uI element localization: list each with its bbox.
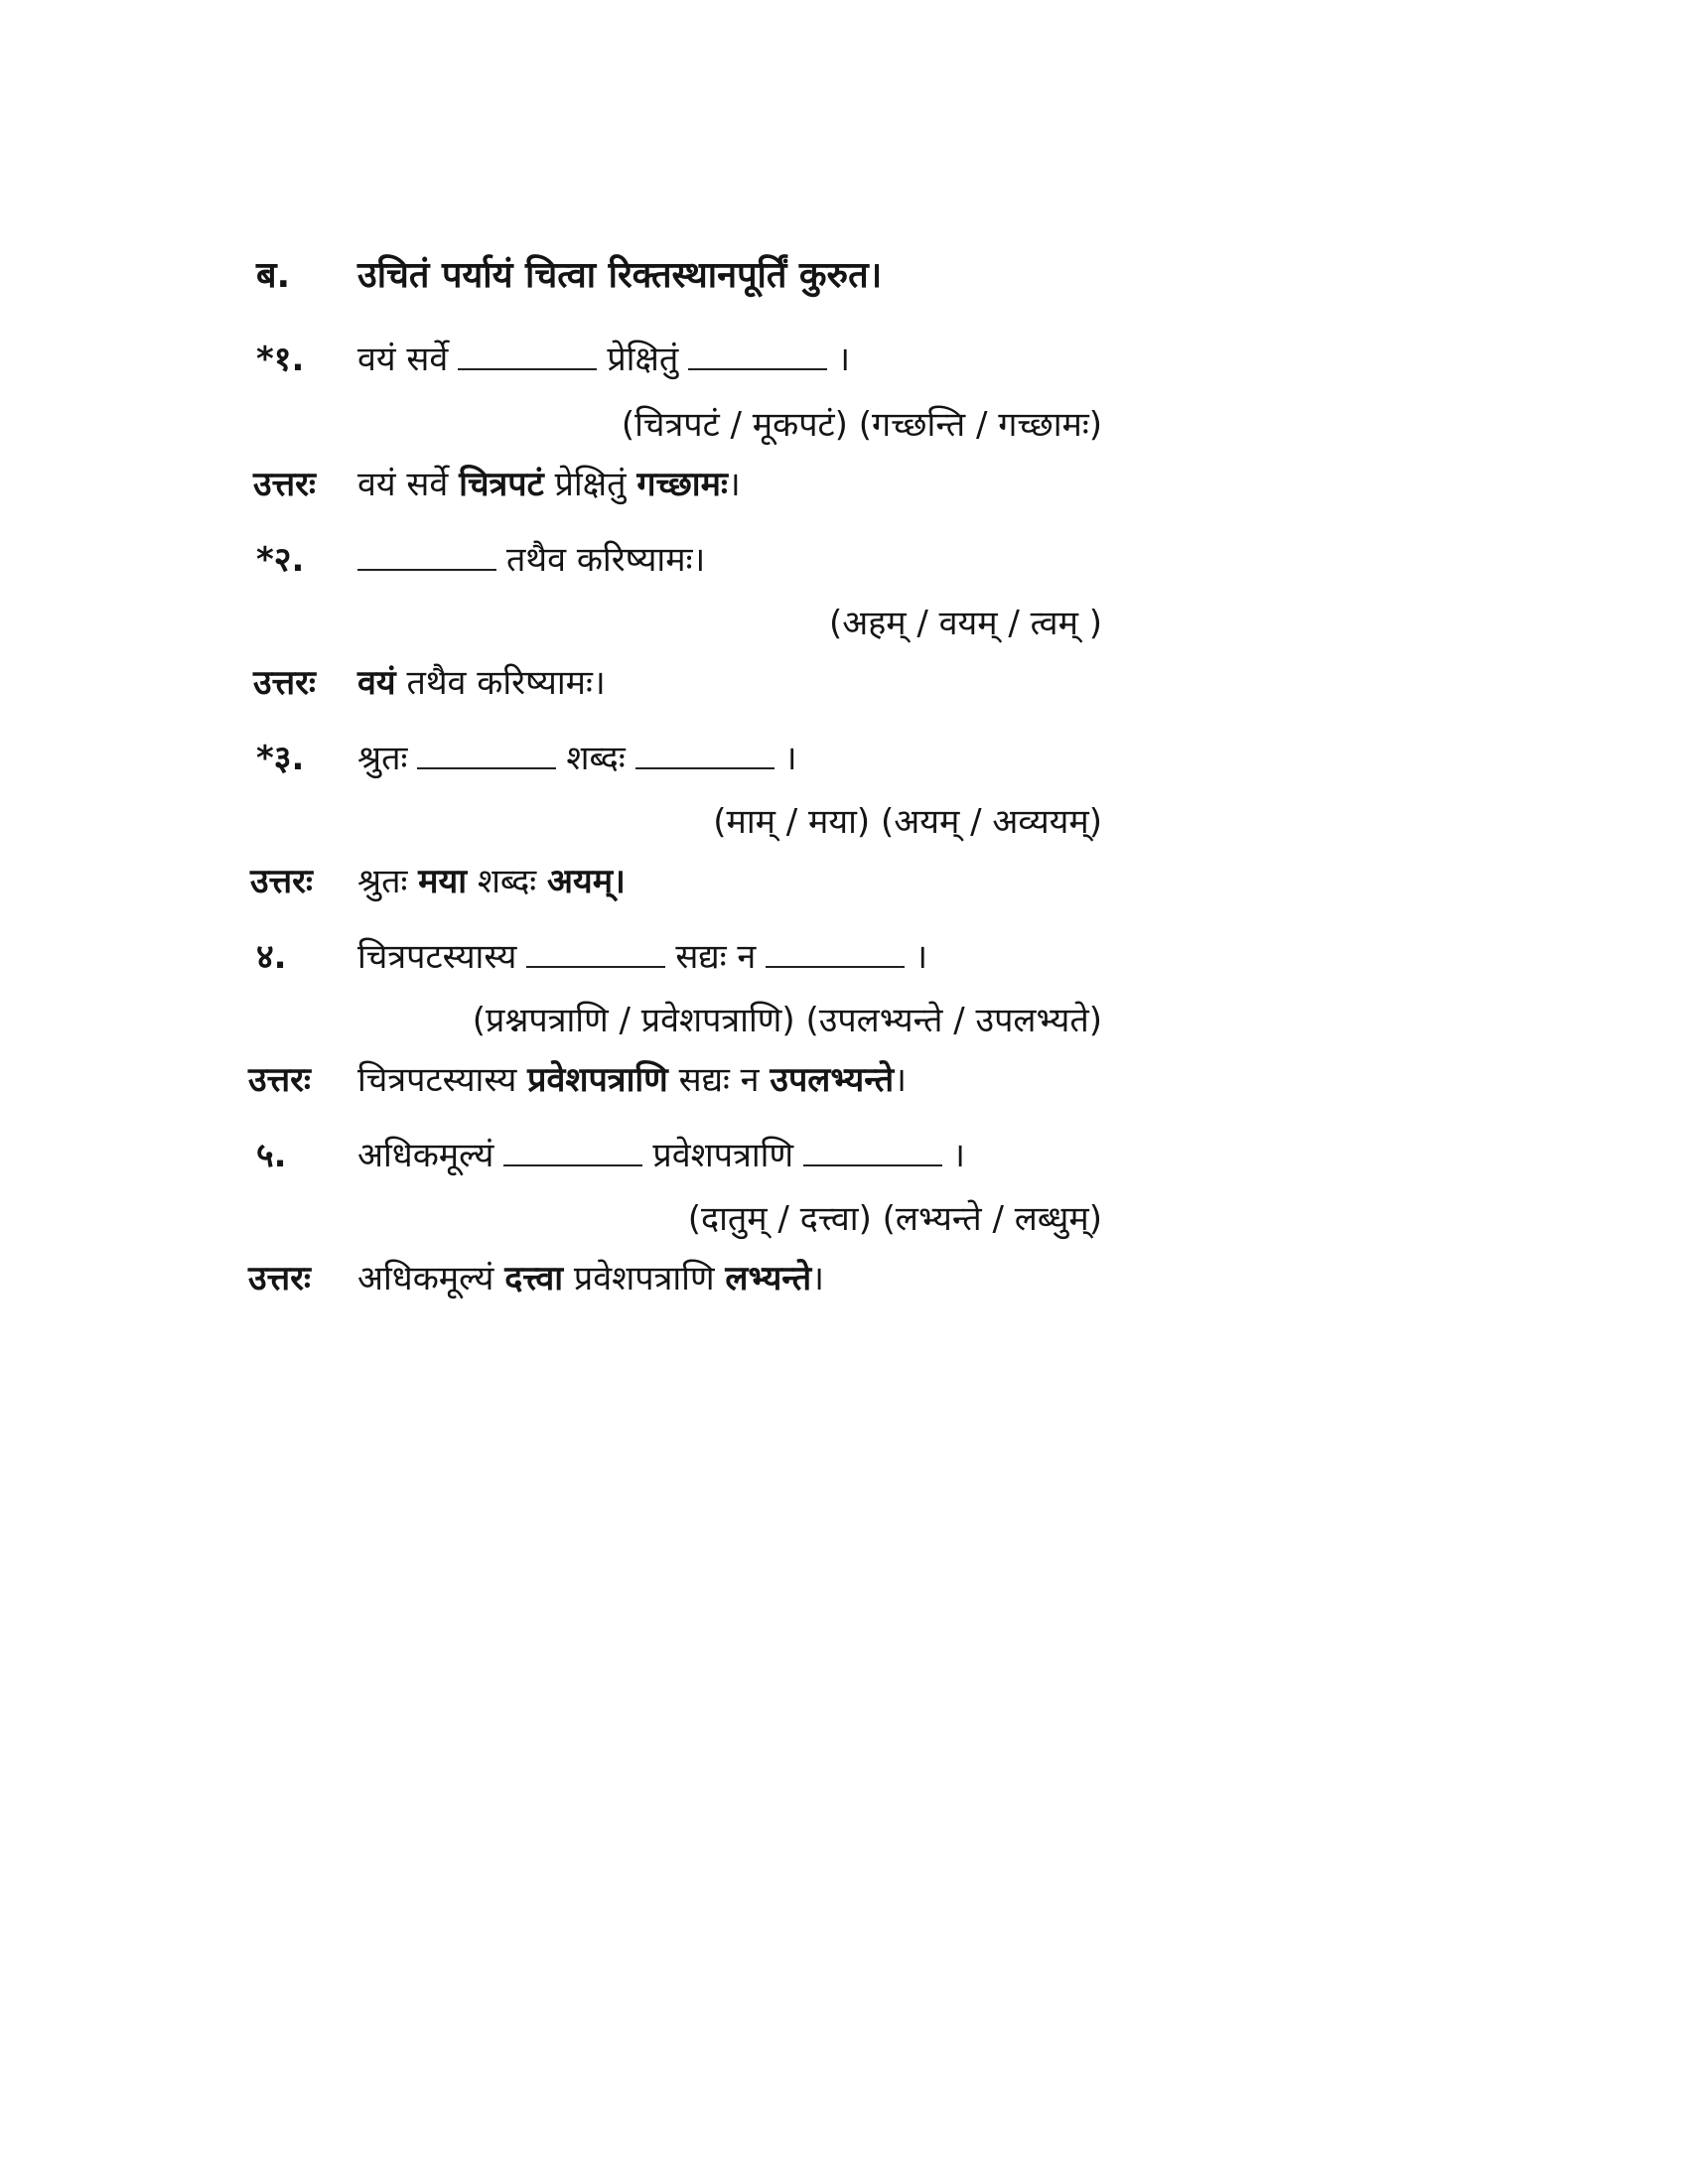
fill-blank — [503, 1135, 642, 1166]
answer-text — [357, 463, 741, 506]
question-text — [357, 338, 850, 381]
answer-highlight: गच्छामः — [636, 465, 728, 504]
answer-text — [357, 661, 606, 705]
answer-part: चित्रपटस्यास्य — [357, 1060, 517, 1100]
question-number: *१. — [256, 340, 305, 379]
answer-highlight: मया — [418, 862, 467, 901]
question-text-part: श्रुतः — [357, 739, 408, 778]
question-text-part: शब्दः — [566, 739, 626, 778]
options-text: (प्रश्नपत्राणि / प्रवेशपत्राणि) (उपलभ्यन्ते / उपलभ्यते) — [472, 1001, 1102, 1040]
fill-blank — [688, 339, 827, 370]
answer-label: उत्तरः — [253, 465, 316, 504]
question-text — [357, 737, 797, 780]
answer-part: । — [894, 1060, 907, 1100]
answer-part: अधिकमूल्यं — [357, 1259, 494, 1298]
question-number: *३. — [256, 739, 305, 778]
question-end: । — [783, 739, 797, 778]
question-number: ४. — [256, 937, 287, 977]
question-text — [357, 538, 705, 582]
answer-part: । — [727, 465, 741, 504]
fill-blank — [803, 1135, 942, 1166]
answer-label: उत्तरः — [250, 862, 313, 901]
question-text-part: सद्यः न — [675, 937, 757, 977]
question-text-part: प्रेक्षितुं — [607, 340, 679, 379]
options-text: (दातुम् / दत्त्वा) (लभ्यन्ते / लब्धुम्) — [687, 1199, 1102, 1239]
section-instruction: उचितं पर्यायं चित्वा रिक्तस्थानपूर्तिं कुरुत। — [357, 255, 883, 296]
fill-blank — [458, 339, 597, 370]
answer-part: सद्यः न — [678, 1060, 760, 1100]
answer-label: उत्तरः — [248, 1060, 311, 1100]
answer-part: प्रेक्षितुं — [554, 465, 627, 504]
answer-highlight: चित्रपटं — [459, 465, 544, 504]
answer-text — [357, 860, 626, 903]
question-end: । — [837, 340, 851, 379]
answer-highlight: अयम्। — [547, 862, 626, 901]
answer-part: शब्दः — [477, 862, 537, 901]
fill-blank — [526, 936, 665, 968]
question-text-part: चित्रपटस्यास्य — [357, 937, 517, 977]
options-text: (चित्रपटं / मूकपटं) (गच्छन्ति / गच्छामः) — [621, 405, 1102, 445]
question-text-part: अधिकमूल्यं — [357, 1136, 494, 1175]
answer-part: । — [811, 1259, 825, 1298]
question-number: ५. — [256, 1136, 287, 1175]
fill-blank — [635, 738, 774, 769]
question-text-part: तथैव करिष्यामः। — [506, 540, 706, 580]
question-end: । — [914, 937, 928, 977]
answer-label: उत्तरः — [248, 1259, 311, 1298]
answer-part: प्रवेशपत्राणि — [573, 1259, 715, 1298]
section-letter: ब. — [256, 255, 291, 296]
answer-highlight: लभ्यन्ते — [725, 1259, 812, 1298]
question-text-part: प्रवेशपत्राणि — [652, 1136, 794, 1175]
options-text: (अहम् / वयम् / त्वम् ) — [828, 604, 1102, 643]
fill-blank — [357, 539, 496, 571]
answer-part: वयं सर्वे — [357, 465, 449, 504]
question-text — [357, 935, 927, 979]
answer-part: श्रुतः — [357, 862, 408, 901]
answer-text — [357, 1058, 907, 1102]
answer-part: तथैव करिष्यामः। — [406, 663, 606, 703]
question-end: । — [952, 1136, 965, 1175]
fill-blank — [417, 738, 556, 769]
answer-highlight: उपलभ्यन्ते — [770, 1060, 895, 1100]
question-text-part: वयं सर्वे — [357, 340, 449, 379]
answer-highlight: प्रवेशपत्राणि — [527, 1060, 668, 1100]
question-number: *२. — [256, 540, 305, 580]
options-text: (माम् / मया) (अयम् / अव्ययम्) — [713, 802, 1102, 842]
answer-text — [357, 1257, 824, 1300]
fill-blank — [766, 936, 905, 968]
question-text — [357, 1134, 965, 1177]
answer-highlight: दत्त्वा — [504, 1259, 564, 1298]
answer-highlight: वयं — [357, 663, 396, 703]
answer-label: उत्तरः — [253, 663, 316, 703]
